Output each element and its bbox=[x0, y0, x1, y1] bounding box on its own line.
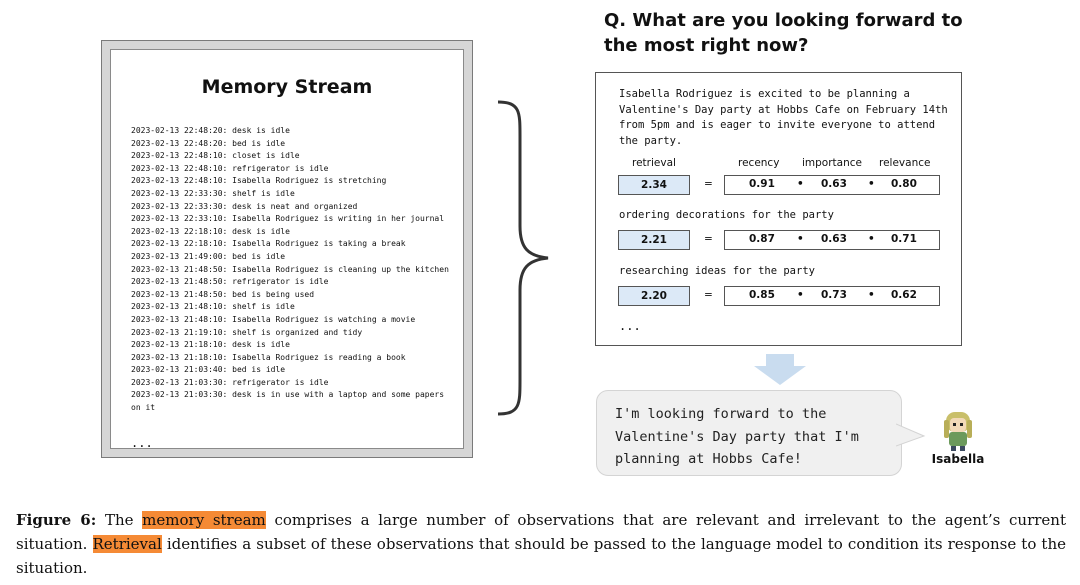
equals-sign: = bbox=[704, 289, 713, 301]
log-entry: 2023-02-13 21:48:50: Isabella Rodriguez is cleaning up the kitchen bbox=[131, 264, 449, 274]
recency-value: 0.91 bbox=[749, 178, 775, 190]
log-entry: 2023-02-13 21:48:10: shelf is idle bbox=[131, 302, 295, 312]
log-entry: 2023-02-13 22:48:10: closet is idle bbox=[131, 151, 300, 161]
score-components bbox=[724, 286, 940, 306]
log-entry: 2023-02-13 21:48:50: refrigerator is idle bbox=[131, 277, 329, 287]
header-recency: recency bbox=[738, 157, 780, 169]
caption-text: comprises a large number of observations that are relevant and irrelevant to the agent’s current situation. bbox=[16, 511, 1066, 553]
header-importance: importance bbox=[802, 157, 862, 169]
highlight-retrieval: Retrieval bbox=[92, 535, 162, 553]
memory-stream-panel bbox=[110, 49, 464, 449]
bubble-tail-icon bbox=[896, 420, 926, 450]
relevance-value: 0.62 bbox=[891, 289, 917, 301]
retrieval-score: 2.20 bbox=[618, 286, 690, 306]
log-entry: 2023-02-13 22:18:10: desk is idle bbox=[131, 226, 290, 236]
retrieval-score: 2.21 bbox=[618, 230, 690, 250]
log-entry: 2023-02-13 21:18:10: desk is idle bbox=[131, 340, 290, 350]
figure-caption bbox=[16, 508, 1066, 580]
relevance-value: 0.71 bbox=[891, 233, 917, 245]
multiply-dot: • bbox=[868, 289, 875, 301]
importance-value: 0.63 bbox=[821, 178, 847, 190]
score-components bbox=[724, 175, 940, 195]
recency-value: 0.87 bbox=[749, 233, 775, 245]
curly-brace-icon bbox=[494, 98, 554, 418]
down-arrow-icon bbox=[752, 354, 808, 386]
log-entry: 2023-02-13 22:33:30: desk is neat and organized bbox=[131, 201, 358, 211]
log-entry: 2023-02-13 22:18:10: Isabella Rodriguez is taking a break bbox=[131, 239, 406, 249]
memory-stream-log bbox=[131, 125, 451, 415]
header-retrieval: retrieval bbox=[632, 157, 676, 169]
log-entry: 2023-02-13 22:48:10: Isabella Rodriguez is stretching bbox=[131, 176, 387, 186]
log-entry: 2023-02-13 21:49:00: bed is idle bbox=[131, 251, 286, 261]
memory-stream-title: Memory Stream bbox=[201, 76, 373, 98]
question-heading: Q. What are you looking forward to the most right now? bbox=[604, 10, 963, 56]
multiply-dot: • bbox=[797, 289, 804, 301]
equals-sign: = bbox=[704, 233, 713, 245]
importance-value: 0.73 bbox=[821, 289, 847, 301]
log-entry: 2023-02-13 21:19:10: shelf is organized and tidy bbox=[131, 327, 363, 337]
log-entry: 2023-02-13 21:03:30: desk is in use with a laptop and some papers on it bbox=[131, 390, 445, 413]
multiply-dot: • bbox=[797, 233, 804, 245]
log-entry: 2023-02-13 22:48:20: desk is idle bbox=[131, 126, 290, 135]
multiply-dot: • bbox=[868, 178, 875, 190]
agent-name-label: Isabella bbox=[931, 452, 985, 466]
log-entry: 2023-02-13 21:03:30: refrigerator is idle bbox=[131, 377, 329, 387]
retrieval-ellipsis: ... bbox=[619, 319, 641, 333]
log-entry: 2023-02-13 21:18:10: Isabella Rodriguez is reading a book bbox=[131, 352, 406, 362]
retrieved-memory-label: ordering decorations for the party bbox=[619, 209, 834, 221]
highlight-memory-stream: memory stream bbox=[142, 511, 266, 529]
log-entry: 2023-02-13 22:33:30: shelf is idle bbox=[131, 188, 295, 198]
log-entry: 2023-02-13 22:48:20: bed is idle bbox=[131, 138, 286, 148]
retrieval-box bbox=[595, 72, 962, 346]
response-bubble bbox=[596, 390, 902, 476]
retrieval-score: 2.34 bbox=[618, 175, 690, 195]
response-text: I'm looking forward to the Valentine's Day party that I'm planning at Hobbs Cafe! bbox=[615, 406, 859, 467]
log-entry: 2023-02-13 22:48:10: refrigerator is idle bbox=[131, 163, 329, 173]
log-entry: 2023-02-13 22:33:10: Isabella Rodriguez is writing in her journal bbox=[131, 214, 445, 224]
caption-text: identifies a subset of these observations that should be passed to the language model to condition its response to the situation. bbox=[16, 535, 1067, 577]
equals-sign: = bbox=[704, 178, 713, 190]
header-relevance: relevance bbox=[879, 157, 931, 169]
figure-label: Figure 6: bbox=[16, 511, 97, 529]
log-entry: 2023-02-13 21:48:50: bed is being used bbox=[131, 289, 315, 299]
memory-stream-frame bbox=[101, 40, 473, 458]
caption-text: The bbox=[104, 511, 143, 529]
score-components bbox=[724, 230, 940, 250]
multiply-dot: • bbox=[797, 178, 804, 190]
multiply-dot: • bbox=[868, 233, 875, 245]
importance-value: 0.63 bbox=[821, 233, 847, 245]
recency-value: 0.85 bbox=[749, 289, 775, 301]
memory-stream-ellipsis: ... bbox=[131, 436, 153, 450]
relevance-value: 0.80 bbox=[891, 178, 917, 190]
memory-summary: Isabella Rodriguez is excited to be planning a Valentine's Day party at Hobbs Cafe on February 14th from 5pm and is eager to invite everyone to attend the party. bbox=[619, 88, 948, 147]
retrieved-memory-label: researching ideas for the party bbox=[619, 265, 815, 277]
log-entry: 2023-02-13 21:48:10: Isabella Rodriguez is watching a movie bbox=[131, 314, 416, 324]
isabella-avatar-icon bbox=[938, 410, 978, 452]
log-entry: 2023-02-13 21:03:40: bed is idle bbox=[131, 365, 286, 375]
